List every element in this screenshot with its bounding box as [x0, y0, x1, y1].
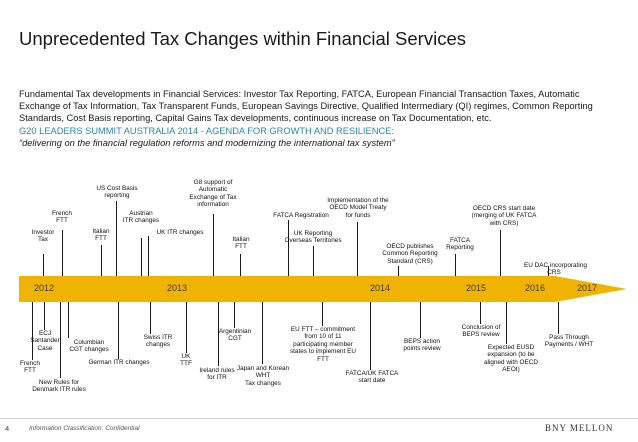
event-connector: [262, 302, 263, 364]
event-connector: [322, 302, 323, 326]
year-label-2017: 2017: [577, 283, 598, 293]
event-label-below: Expected EUSD expansion (to be aligned with OECD AEOI): [484, 344, 538, 374]
event-label-below: Swiss ITR changes: [143, 334, 173, 349]
event-connector: [480, 302, 481, 324]
event-connector: [370, 302, 371, 370]
event-label-below: German ITR changes: [88, 359, 150, 366]
event-label-above: OECD CRS start date (merging of UK FATCA with CRS): [471, 205, 537, 227]
event-label-below: French FTT: [20, 360, 40, 375]
event-connector: [62, 230, 63, 276]
event-label-below: Pass Through Payments / WHT: [544, 334, 594, 349]
event-connector: [44, 302, 45, 330]
event-label-below: ECJ Santander Case: [30, 330, 60, 352]
page-title: Unprecedented Tax Changes within Financial Services: [19, 28, 466, 49]
year-label-2015: 2015: [466, 283, 487, 293]
event-connector: [150, 302, 151, 334]
event-label-above: Italian FTT: [232, 236, 250, 251]
event-label-above: Investor Tax: [31, 229, 55, 244]
event-connector: [118, 302, 119, 359]
event-connector: [506, 302, 507, 344]
year-label-2014: 2014: [370, 283, 391, 293]
event-label-below: Argentinian CGT: [218, 328, 252, 343]
event-connector: [313, 246, 314, 276]
event-connector: [234, 302, 235, 328]
event-connector: [68, 302, 69, 338]
event-label-below: Columbian CGT changes: [69, 339, 109, 354]
event-label-below: Japan and Korean WHT Tax changes: [236, 365, 290, 387]
event-connector: [398, 266, 399, 276]
event-label-above: FATCA Reporting: [446, 237, 474, 252]
classification-label: Information Classification: Confidential: [29, 425, 140, 432]
event-label-below: New Rules for Denmark ITR rules: [32, 379, 86, 394]
event-connector: [116, 201, 117, 276]
event-label-above: US Cost Basis reporting: [96, 185, 138, 200]
company-logo: BNY MELLON: [545, 423, 614, 433]
event-connector: [558, 302, 559, 334]
event-connector: [500, 230, 501, 276]
event-label-below: Ireland rules for ITR: [199, 367, 235, 382]
event-label-below: EU FTT – commitment from 10 of 11 participating member states to implement EU FTT: [289, 326, 357, 363]
summit-quote: “delivering on the financial regulation reforms and modernizing the international tax system”: [19, 138, 395, 148]
event-connector: [43, 254, 44, 276]
event-label-below: FATCA/UK FATCA start date: [345, 370, 399, 385]
event-label-above: UK ITR changes: [156, 229, 204, 236]
event-connector: [455, 254, 456, 276]
event-label-below: Conclusion of BEPS review: [461, 324, 501, 339]
summit-heading: G20 LEADERS SUMMIT AUSTRALIA 2014 - AGENDA FOR GROWTH AND RESILIENCE:: [19, 126, 394, 136]
event-label-above: G8 support of Automatic Exchange of Tax information: [189, 179, 237, 209]
year-label-2013: 2013: [167, 283, 188, 293]
event-label-above: Implementation of the OECD Model Treaty for funds: [327, 197, 389, 219]
event-connector: [213, 214, 214, 276]
event-connector: [148, 236, 149, 276]
event-label-above: UK Reporting Overseas Territories: [284, 230, 342, 245]
event-connector: [240, 254, 241, 276]
event-label-above: OECD publishes Common Reporting Standard (CRS): [382, 243, 438, 265]
event-connector: [357, 222, 358, 276]
page-number: 4: [5, 424, 10, 433]
year-label-2012: 2012: [34, 283, 55, 293]
event-connector: [141, 238, 142, 276]
event-connector: [420, 302, 421, 338]
event-label-above: Italian FTT: [92, 228, 110, 243]
footer-divider: [0, 418, 638, 419]
event-connector: [288, 220, 289, 276]
event-connector: [101, 245, 102, 276]
year-label-2016: 2016: [525, 283, 546, 293]
event-connector: [60, 302, 61, 378]
event-connector: [186, 302, 187, 353]
event-label-below: UK TTF: [180, 353, 192, 368]
event-label-above: FATCA Registration: [273, 212, 329, 219]
intro-paragraph: Fundamental Tax developments in Financial Services: Investor Tax Reporting, FATCA, European Financial Transaction Taxes, Automatic Exchange of Tax Information, Tax Transparent Funds, European Savings Directive, Qualified Intermediary (QI) regimes, Common Reporting Standards, Cost Basis reporting, Capital Gains Tax developments, continuous increase on Tax Documentation, etc.: [19, 89, 593, 123]
event-label-above: Austrian ITR changes: [122, 210, 160, 225]
event-label-below: BEPS action points review: [403, 338, 441, 353]
event-label-above: French FTT: [52, 210, 72, 225]
event-label-above: EU DAC incorporating CRS: [524, 262, 587, 277]
